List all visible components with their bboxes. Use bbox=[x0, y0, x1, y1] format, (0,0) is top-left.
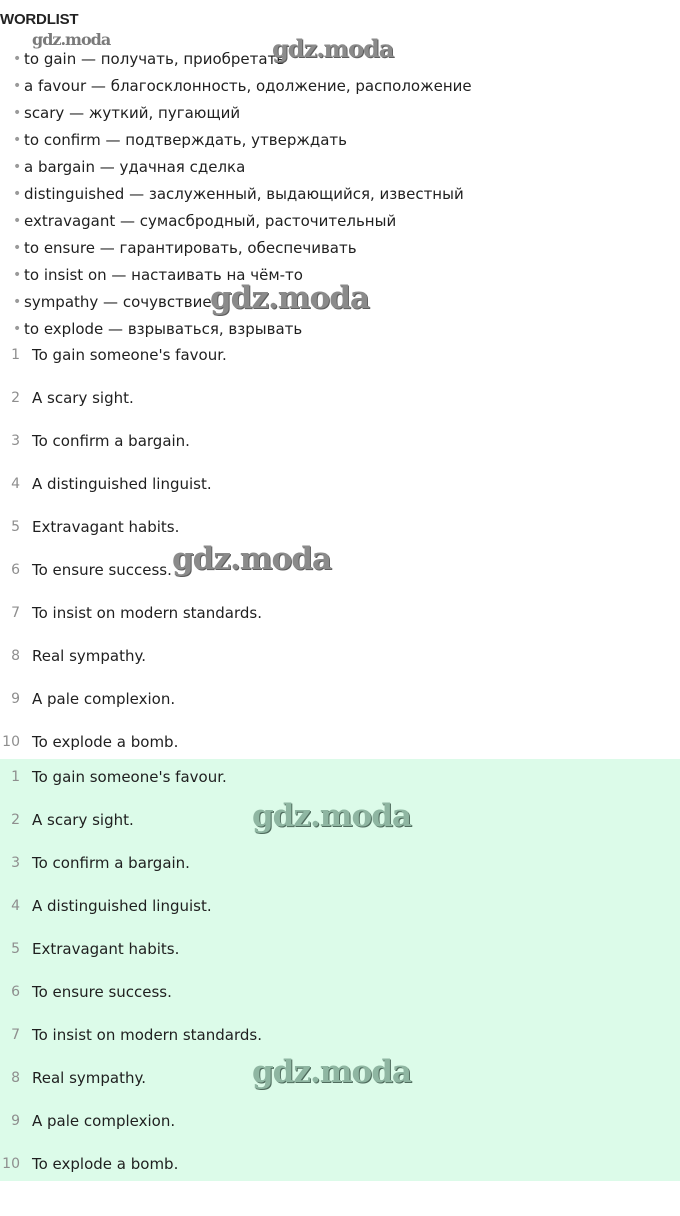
wordlist-item-text: extravagant — сумасбродный, расточительный bbox=[24, 212, 397, 230]
item-text: To confirm a bargain. bbox=[32, 854, 190, 872]
item-number: 8 bbox=[11, 1070, 20, 1086]
bullet-icon: • bbox=[13, 105, 22, 121]
bullet-icon: • bbox=[13, 240, 22, 256]
bullet-icon: • bbox=[13, 186, 22, 202]
wordlist-item-text: sympathy — сочувствие bbox=[24, 293, 212, 311]
item-number: 9 bbox=[11, 691, 20, 707]
item-text: To insist on modern standards. bbox=[32, 604, 262, 622]
watermark-logo: gdz.moda bbox=[252, 1054, 411, 1090]
item-number: 7 bbox=[11, 605, 20, 621]
watermark-logo: gdz.moda bbox=[172, 541, 331, 577]
item-text: Real sympathy. bbox=[32, 647, 147, 665]
wordlist-item bbox=[0, 127, 472, 154]
list-item bbox=[0, 1110, 680, 1153]
item-number: 6 bbox=[11, 562, 20, 578]
exercise-section bbox=[0, 344, 680, 774]
item-number: 10 bbox=[2, 1156, 20, 1172]
wordlist-item bbox=[0, 208, 472, 235]
item-text: To ensure success. bbox=[32, 561, 172, 579]
wordlist-item bbox=[0, 73, 472, 100]
wordlist-item-text: to insist on — настаивать на чём-то bbox=[24, 266, 303, 284]
item-number: 2 bbox=[11, 812, 20, 828]
list-item bbox=[0, 895, 680, 938]
item-text: A distinguished linguist. bbox=[32, 897, 212, 915]
item-text: To gain someone's favour. bbox=[32, 768, 227, 786]
item-text: To explode a bomb. bbox=[32, 733, 179, 751]
item-text: Extravagant habits. bbox=[32, 518, 180, 536]
item-text: To confirm a bargain. bbox=[32, 432, 190, 450]
list-item bbox=[0, 473, 680, 516]
wordlist-item bbox=[0, 154, 472, 181]
wordlist-item-text: to ensure — гарантировать, обеспечивать bbox=[24, 239, 357, 257]
item-text: A distinguished linguist. bbox=[32, 475, 212, 493]
item-number: 3 bbox=[11, 855, 20, 871]
item-text: To ensure success. bbox=[32, 983, 172, 1001]
item-text: To gain someone's favour. bbox=[32, 346, 227, 364]
list-item bbox=[0, 344, 680, 387]
bullet-icon: • bbox=[13, 132, 22, 148]
wordlist-item-text: a bargain — удачная сделка bbox=[24, 158, 246, 176]
wordlist-item-text: to explode — взрываться, взрывать bbox=[24, 320, 303, 338]
watermark-logo: gdz.moda bbox=[272, 34, 394, 63]
bullet-icon: • bbox=[13, 267, 22, 283]
item-number: 8 bbox=[11, 648, 20, 664]
item-number: 6 bbox=[11, 984, 20, 1000]
list-item bbox=[0, 688, 680, 731]
wordlist-item-text: distinguished — заслуженный, выдающийся, известный bbox=[24, 185, 464, 203]
item-number: 1 bbox=[11, 347, 20, 363]
list-item bbox=[0, 559, 680, 602]
item-number: 9 bbox=[11, 1113, 20, 1129]
list-item bbox=[0, 645, 680, 688]
page-title: WORDLIST bbox=[0, 11, 79, 28]
bullet-icon: • bbox=[13, 159, 22, 175]
wordlist-item bbox=[0, 181, 472, 208]
wordlist-item bbox=[0, 316, 472, 343]
item-text: A pale complexion. bbox=[32, 690, 176, 708]
wordlist-item-text: a favour — благосклонность, одолжение, расположение bbox=[24, 77, 472, 95]
item-text: To insist on modern standards. bbox=[32, 1026, 262, 1044]
item-number: 5 bbox=[11, 519, 20, 535]
wordlist-item-text: to gain — получать, приобретать bbox=[24, 50, 286, 68]
item-number: 2 bbox=[11, 390, 20, 406]
wordlist-item bbox=[0, 46, 472, 73]
exercise-list bbox=[0, 344, 680, 774]
watermark-logo: gdz.moda bbox=[210, 280, 369, 316]
item-text: A pale complexion. bbox=[32, 1112, 176, 1130]
wordlist-item bbox=[0, 100, 472, 127]
item-number: 4 bbox=[11, 898, 20, 914]
list-item bbox=[0, 602, 680, 645]
wordlist-item bbox=[0, 235, 472, 262]
bullet-icon: • bbox=[13, 213, 22, 229]
list-item bbox=[0, 938, 680, 981]
item-number: 10 bbox=[2, 734, 20, 750]
item-number: 1 bbox=[11, 769, 20, 785]
item-number: 4 bbox=[11, 476, 20, 492]
item-text: Real sympathy. bbox=[32, 1069, 147, 1087]
item-number: 7 bbox=[11, 1027, 20, 1043]
list-item bbox=[0, 981, 680, 1024]
bullet-icon: • bbox=[13, 51, 22, 67]
list-item bbox=[0, 852, 680, 895]
watermark-logo: gdz.moda bbox=[252, 798, 411, 834]
item-number: 3 bbox=[11, 433, 20, 449]
list-item bbox=[0, 1153, 680, 1196]
bullet-icon: • bbox=[13, 78, 22, 94]
watermark-logo: gdz.moda bbox=[32, 30, 111, 49]
bullet-icon: • bbox=[13, 294, 22, 310]
list-item bbox=[0, 516, 680, 559]
item-text: A scary sight. bbox=[32, 811, 134, 829]
item-text: To explode a bomb. bbox=[32, 1155, 179, 1173]
wordlist-item-text: scary — жуткий, пугающий bbox=[24, 104, 241, 122]
list-item bbox=[0, 430, 680, 473]
item-text: Extravagant habits. bbox=[32, 940, 180, 958]
item-text: A scary sight. bbox=[32, 389, 134, 407]
bullet-icon: • bbox=[13, 321, 22, 337]
list-item bbox=[0, 387, 680, 430]
wordlist-item-text: to confirm — подтверждать, утверждать bbox=[24, 131, 347, 149]
item-number: 5 bbox=[11, 941, 20, 957]
